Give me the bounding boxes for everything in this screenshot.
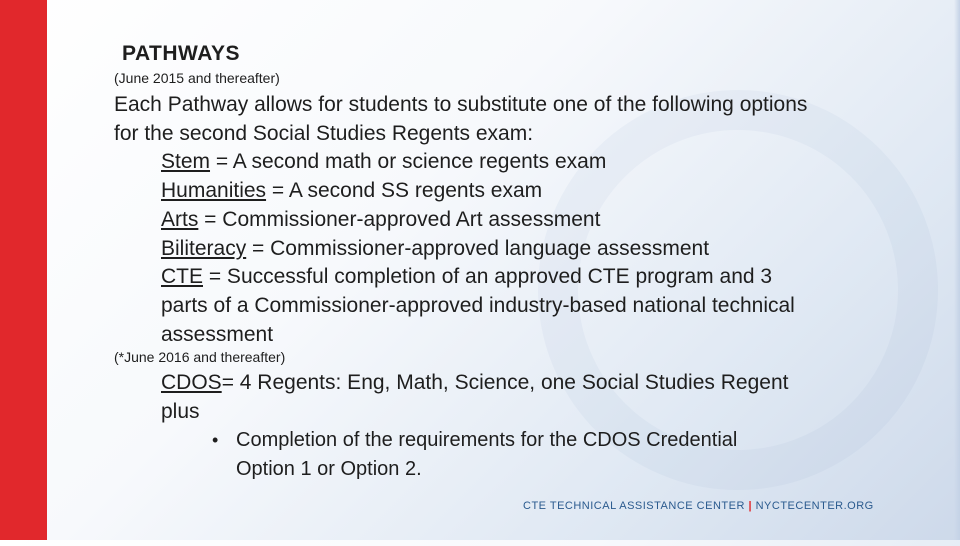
- cdos-continuation: plus: [161, 400, 200, 423]
- footer-branding: [523, 500, 874, 512]
- option-term: CDOS: [161, 371, 222, 394]
- footer-right: NYCTECENTER.ORG: [755, 500, 874, 512]
- option-cte: [161, 262, 772, 291]
- option-cdos: [161, 368, 788, 397]
- bullet-dot: •: [212, 430, 219, 450]
- option-term: Arts: [161, 208, 199, 231]
- option-stem: [161, 147, 606, 176]
- cte-continuation-1: parts of a Commissioner-approved industry-based national technical: [161, 294, 795, 317]
- option-desc: = Commissioner-approved Art assessment: [198, 208, 601, 231]
- option-desc: = Successful completion of an approved CTE program and 3: [203, 265, 773, 288]
- intro-line-2: for the second Social Studies Regents exam:: [114, 122, 534, 145]
- option-term: Biliteracy: [161, 237, 247, 260]
- cte-continuation-2: assessment: [161, 323, 274, 346]
- bullet-line-1: Completion of the requirements for the CDOS Credential: [236, 429, 738, 451]
- option-arts: [161, 205, 600, 234]
- option-term: Humanities: [161, 179, 267, 202]
- option-desc: = Commissioner-approved language assessment: [246, 237, 710, 260]
- footer-separator: |: [748, 500, 753, 512]
- subtitle-2015: (June 2015 and thereafter): [114, 70, 280, 86]
- option-desc: = 4 Regents: Eng, Math, Science, one Social Studies Regent: [221, 371, 789, 394]
- bullet-line-2: Option 1 or Option 2.: [236, 458, 422, 480]
- option-biliteracy: [161, 234, 709, 263]
- footer-left: CTE TECHNICAL ASSISTANCE CENTER: [523, 500, 745, 512]
- option-desc: = A second SS regents exam: [266, 179, 543, 202]
- left-accent-bar: [0, 0, 47, 540]
- option-term: Stem: [161, 150, 211, 173]
- option-humanities: [161, 176, 542, 205]
- slide-title: PATHWAYS: [122, 42, 240, 65]
- intro-line-1: Each Pathway allows for students to substitute one of the following options: [114, 93, 808, 116]
- right-edge-shade: [954, 0, 960, 540]
- option-desc: = A second math or science regents exam: [210, 150, 607, 173]
- subtitle-2016: (*June 2016 and thereafter): [114, 349, 286, 365]
- option-term: CTE: [161, 265, 203, 288]
